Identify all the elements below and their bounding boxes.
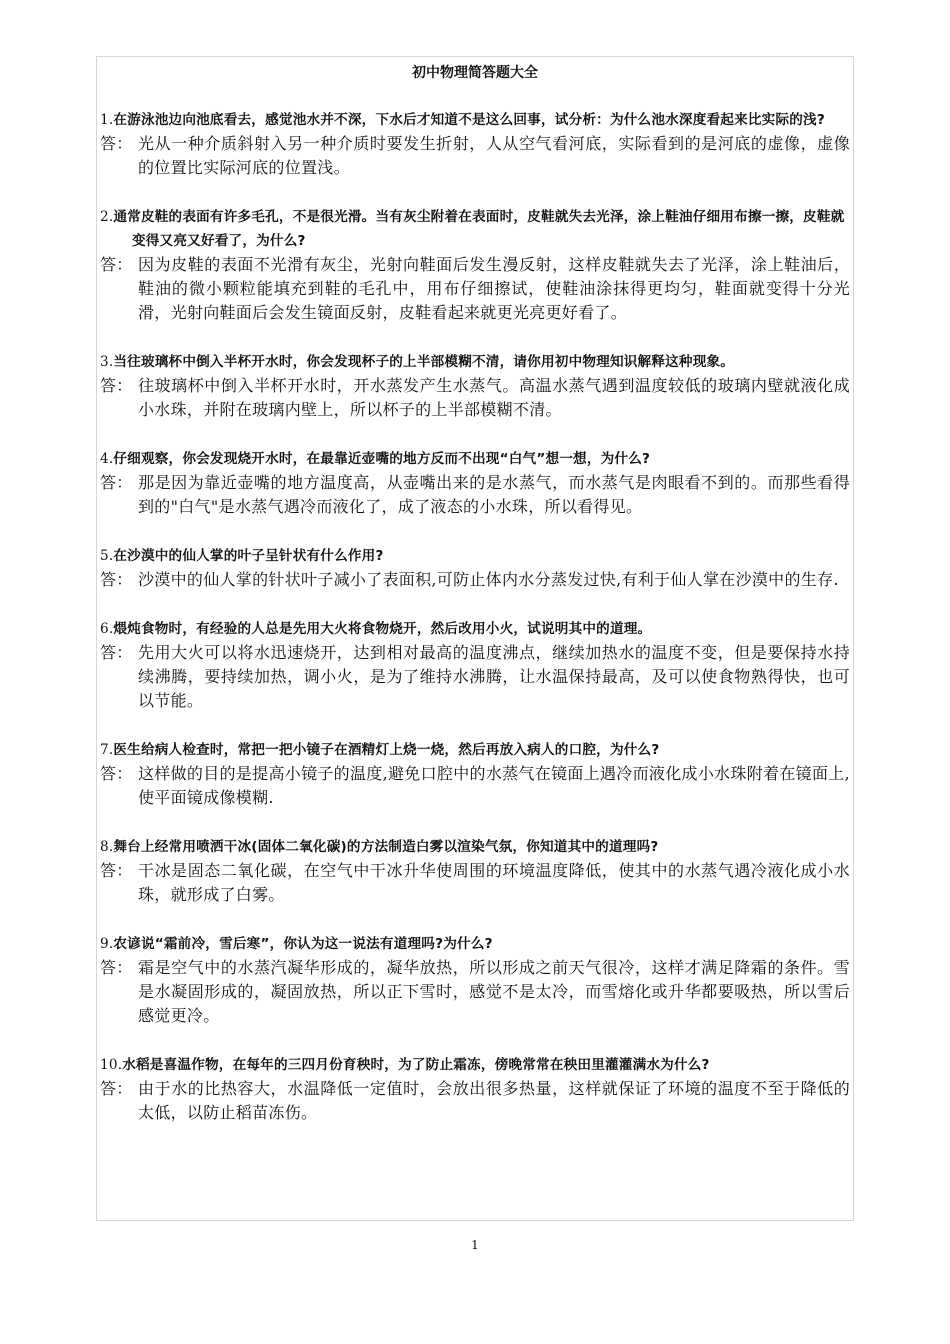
answer-text: 因为皮鞋的表面不光滑有灰尘，光射向鞋面后发生漫反射，这样皮鞋就失去了光泽，涂上鞋油后，鞋油的微小颗粒能填充到鞋的毛孔中，用布仔细擦试，使鞋油涂抹得更均匀，鞋面就变得十分光滑，光射向鞋面后会发生镜面反射，皮鞋看起来就更光亮更好看了。 (138, 255, 850, 322)
qa-item (100, 544, 856, 592)
question-number: 10. (100, 1057, 123, 1073)
question (100, 835, 856, 859)
question-number: 5. (100, 548, 114, 564)
qa-item (100, 108, 856, 180)
question (100, 205, 856, 253)
question (100, 350, 856, 374)
qa-item (100, 205, 856, 325)
answer-label: 答： (100, 861, 133, 880)
question-text: 仔细观察，你会发现烧开水时，在最靠近壶嘴的地方反而不出现“白气”想一想，为什么? (113, 451, 651, 467)
question-text: 水稻是喜温作物，在每年的三四月份育秧时，为了防止霜冻，傍晚常常在秧田里灌灌满水为什么? (122, 1057, 710, 1073)
question (100, 932, 856, 956)
answer-text: 沙漠中的仙人掌的针状叶子减小了表面积,可防止体内水分蒸发过快,有利于仙人掌在沙漠中的生存. (138, 570, 839, 589)
answer-label: 答： (100, 643, 133, 662)
answer-text: 这样做的目的是提高小镜子的温度,避免口腔中的水蒸气在镜面上遇冷而液化成小水珠附着在镜面上,使平面镜成像模糊. (138, 764, 850, 807)
answer (100, 956, 856, 1028)
question-number: 6. (100, 621, 114, 637)
question-text: 当往玻璃杯中倒入半杯开水时，你会发现杯子的上半部模糊不清，请你用初中物理知识解释这种现象。 (113, 354, 735, 370)
question-number: 9. (100, 936, 114, 952)
question (100, 617, 856, 641)
answer-label: 答： (100, 958, 133, 977)
question (100, 544, 856, 568)
qa-list (100, 108, 856, 1150)
answer-text: 先用大火可以将水迅速烧开，达到相对最高的温度沸点，继续加热水的温度不变，但是要保持水持续沸腾，要持续加热，调小火，是为了维持水沸腾，让水温保持最高，及可以使食物熟得快，也可以节能。 (138, 643, 850, 710)
question-text: 煨炖食物时，有经验的人总是先用大火将食物烧开，然后改用小火，试说明其中的道理。 (113, 621, 652, 637)
question-number: 7. (100, 742, 114, 758)
question-number: 1. (100, 112, 114, 128)
answer-label: 答： (100, 376, 133, 395)
question (100, 738, 856, 762)
qa-item (100, 350, 856, 422)
question-text: 通常皮鞋的表面有许多毛孔，不是很光滑。当有灰尘附着在表面时，皮鞋就失去光泽，涂上鞋油仔细用布擦一擦，皮鞋就变得又亮又好看了，为什么? (113, 209, 845, 249)
answer-text: 往玻璃杯中倒入半杯开水时，开水蒸发产生水蒸气。高温水蒸气遇到温度较低的玻璃内壁就液化成小水珠，并附在玻璃内壁上，所以杯子的上半部模糊不清。 (138, 376, 850, 419)
question-number: 8. (100, 839, 114, 855)
answer (100, 1077, 856, 1125)
question-number: 2. (100, 209, 114, 225)
question-text: 农谚说“霜前冷，雪后寒”，你认为这一说法有道理吗?为什么? (113, 936, 493, 952)
question-text: 在游泳池边向池底看去，感觉池水并不深，下水后才知道不是这么回事，试分析：为什么池水深度看起来比实际的浅? (113, 112, 825, 128)
question (100, 447, 856, 471)
answer-text: 那是因为靠近壶嘴的地方温度高，从壶嘴出来的是水蒸气，而水蒸气是肉眼看不到的。而那些看得到的"白气"是水蒸气遇冷而液化了，成了液态的小水珠，所以看得见。 (138, 473, 850, 516)
qa-item (100, 1053, 856, 1125)
answer-text: 霜是空气中的水蒸汽凝华形成的，凝华放热，所以形成之前天气很冷，这样才满足降霜的条件。雪是水凝固形成的，凝固放热，所以正下雪时，感觉不是太冷，而雪熔化或升华都要吸热，所以雪后感觉更冷。 (138, 958, 850, 1025)
qa-item (100, 617, 856, 713)
answer-label: 答： (100, 255, 133, 274)
answer (100, 859, 856, 907)
question-number: 3. (100, 354, 114, 370)
answer-label: 答： (100, 473, 133, 492)
answer (100, 641, 856, 713)
page-number: 1 (471, 1238, 479, 1252)
question (100, 1053, 856, 1077)
answer (100, 471, 856, 519)
answer-text: 干冰是固态二氧化碳，在空气中干冰升华使周围的环境温度降低，使其中的水蒸气遇冷液化成小水珠，就形成了白雾。 (138, 861, 850, 904)
answer (100, 132, 856, 180)
qa-item (100, 447, 856, 519)
question-text: 舞台上经常用喷洒干冰(固体二氧化碳)的方法制造白雾以渲染气氛，你知道其中的道理吗? (113, 839, 659, 855)
answer-label: 答： (100, 764, 133, 783)
answer-label: 答： (100, 1079, 133, 1098)
qa-item (100, 835, 856, 907)
answer-text: 光从一种介质斜射入另一种介质时要发生折射，人从空气看河底，实际看到的是河底的虚像，虚像的位置比实际河底的位置浅。 (138, 134, 850, 177)
answer (100, 762, 856, 810)
answer (100, 374, 856, 422)
answer-text: 由于水的比热容大，水温降低一定值时，会放出很多热量，这样就保证了环境的温度不至于降低的太低，以防止稻苗冻伤。 (138, 1079, 850, 1122)
question-text: 在沙漠中的仙人掌的叶子呈针状有什么作用? (113, 548, 384, 564)
answer (100, 253, 856, 325)
answer-label: 答： (100, 570, 133, 589)
question-text: 医生给病人检查时，常把一把小镜子在酒精灯上烧一烧，然后再放入病人的口腔，为什么? (113, 742, 660, 758)
answer (100, 568, 856, 592)
page-title: 初中物理简答题大全 (412, 65, 538, 81)
qa-item (100, 932, 856, 1028)
qa-item (100, 738, 856, 810)
question-number: 4. (100, 451, 114, 467)
answer-label: 答： (100, 134, 133, 153)
question (100, 108, 856, 132)
